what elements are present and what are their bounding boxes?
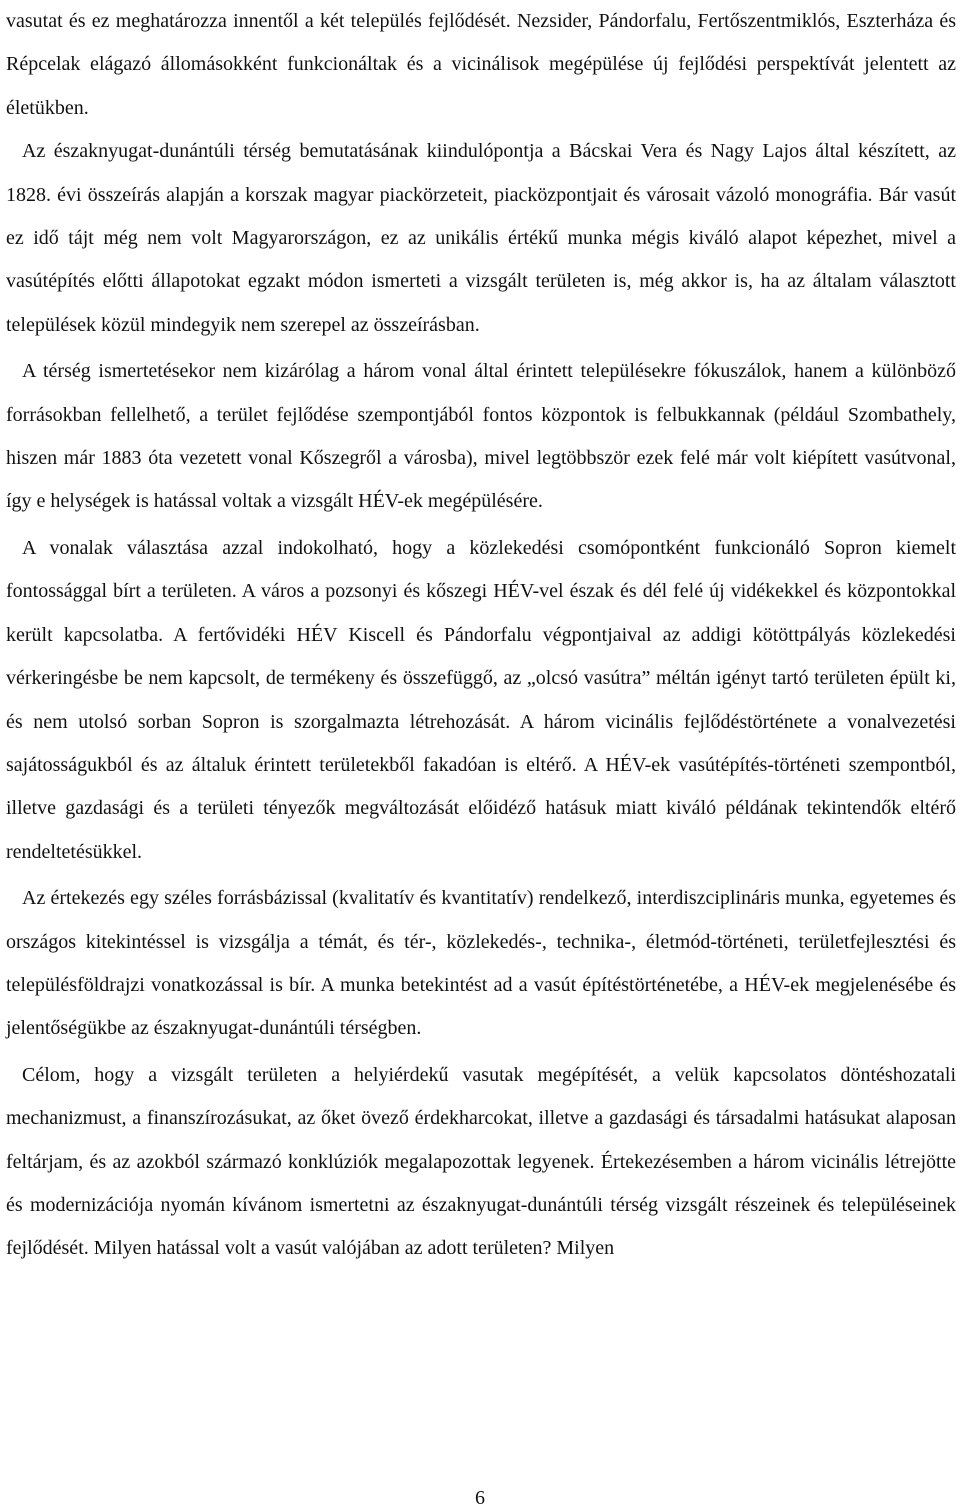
body-text — [6, 0, 956, 1271]
page-number: 6 — [475, 1487, 485, 1509]
paragraph: A térség ismertetésekor nem kizárólag a három vonal által érintett településekre fókuszálok, hanem a különböző forrásokban fellelhető, a terület fejlődése szempontjából fontos központok is felbukkannak (például Szombathely, hiszen már 1883 óta vezetett vonal Kőszegről a városba), mivel legtöbbször ezek felé már volt kiépített vasútvonal, így e helységek is hatással voltak a vizsgált HÉV-ek megépülésére. — [6, 360, 956, 513]
paragraph: Az értekezés egy széles forrásbázissal (kvalitatív és kvantitatív) rendelkező, interdiszciplináris munka, egyetemes és országos kitekintéssel is vizsgálja a témát, és tér-, közlekedés-, technika-, életmód-történeti, területfejlesztési és településföldrajzi vonatkozással is bír. A munka betekintést ad a vasút építéstörténetébe, a HÉV-ek megjelenésébe és jelentőségükbe az északnyugat-dunántúli térségben. — [6, 887, 956, 1040]
paragraph: vasutat és ez meghatározza innentől a két település fejlődését. Nezsider, Pándorfalu, Fertőszentmiklós, Eszterháza és Répcelak elágazó állomásokként funkcionáltak és a vicinálisok megépülése új fejlődési perspektívát jelentett az életükben. — [6, 10, 956, 119]
paragraph: Az északnyugat-dunántúli térség bemutatásának kiindulópontja a Bácskai Vera és Nagy Lajos által készített, az 1828. évi összeírás alapján a korszak magyar piackörzeteit, piacközpontjait és városait vázoló monográfia. Bár vasút ez idő tájt még nem volt Magyarországon, ez az unikális értékű munka mégis kiváló alapot képezhet, mivel a vasútépítés előtti állapotokat egzakt módon ismerteti a vizsgált területen is, még akkor is, ha az általam választott települések közül mindegyik nem szerepel az összeírásban. — [6, 140, 956, 336]
paragraph: Célom, hogy a vizsgált területen a helyiérdekű vasutak megépítését, a velük kapcsolatos döntéshozatali mechanizmust, a finanszírozásukat, az őket övező érdekharcokat, illetve a gazdasági és társadalmi hatásukat alaposan feltárjam, és az azokból származó konklúziók megalapozottak legyenek. Értekezésemben a három vicinális létrejötte és modernizációja nyomán kívánom ismertetni az északnyugat-dunántúli térség vizsgált részeinek és településeinek fejlődését. Milyen hatással volt a vasút valójában az adott területen? Milyen — [6, 1063, 956, 1260]
paragraph: A vonalak választása azzal indokolható, hogy a közlekedési csomópontként funkcionáló Sopron kiemelt fontossággal bírt a területen. A város a pozsonyi és kőszegi HÉV-vel észak és dél felé új vidékekkel és központokkal került kapcsolatba. A fertővidéki HÉV Kiscell és Pándorfalu végpontjaival az addigi kötöttpályás közlekedési vérkeringésbe be nem kapcsolt, de termékeny és összefüggő, az „olcsó vasútra” méltán igényt tartó területen épült ki, és nem utolsó sorban Sopron is szorgalmazta létrehozását. A három vicinális fejlődéstörténete a vonalvezetési sajátosságukból és az általuk érintett területekből fakadóan is eltérő. A HÉV-ek vasútépítés-történeti szempontból, illetve gazdasági és a területi tényezők megváltozását előidéző hatásuk miatt kiváló példának tekintendők eltérő rendeltetésükkel. — [6, 536, 956, 863]
